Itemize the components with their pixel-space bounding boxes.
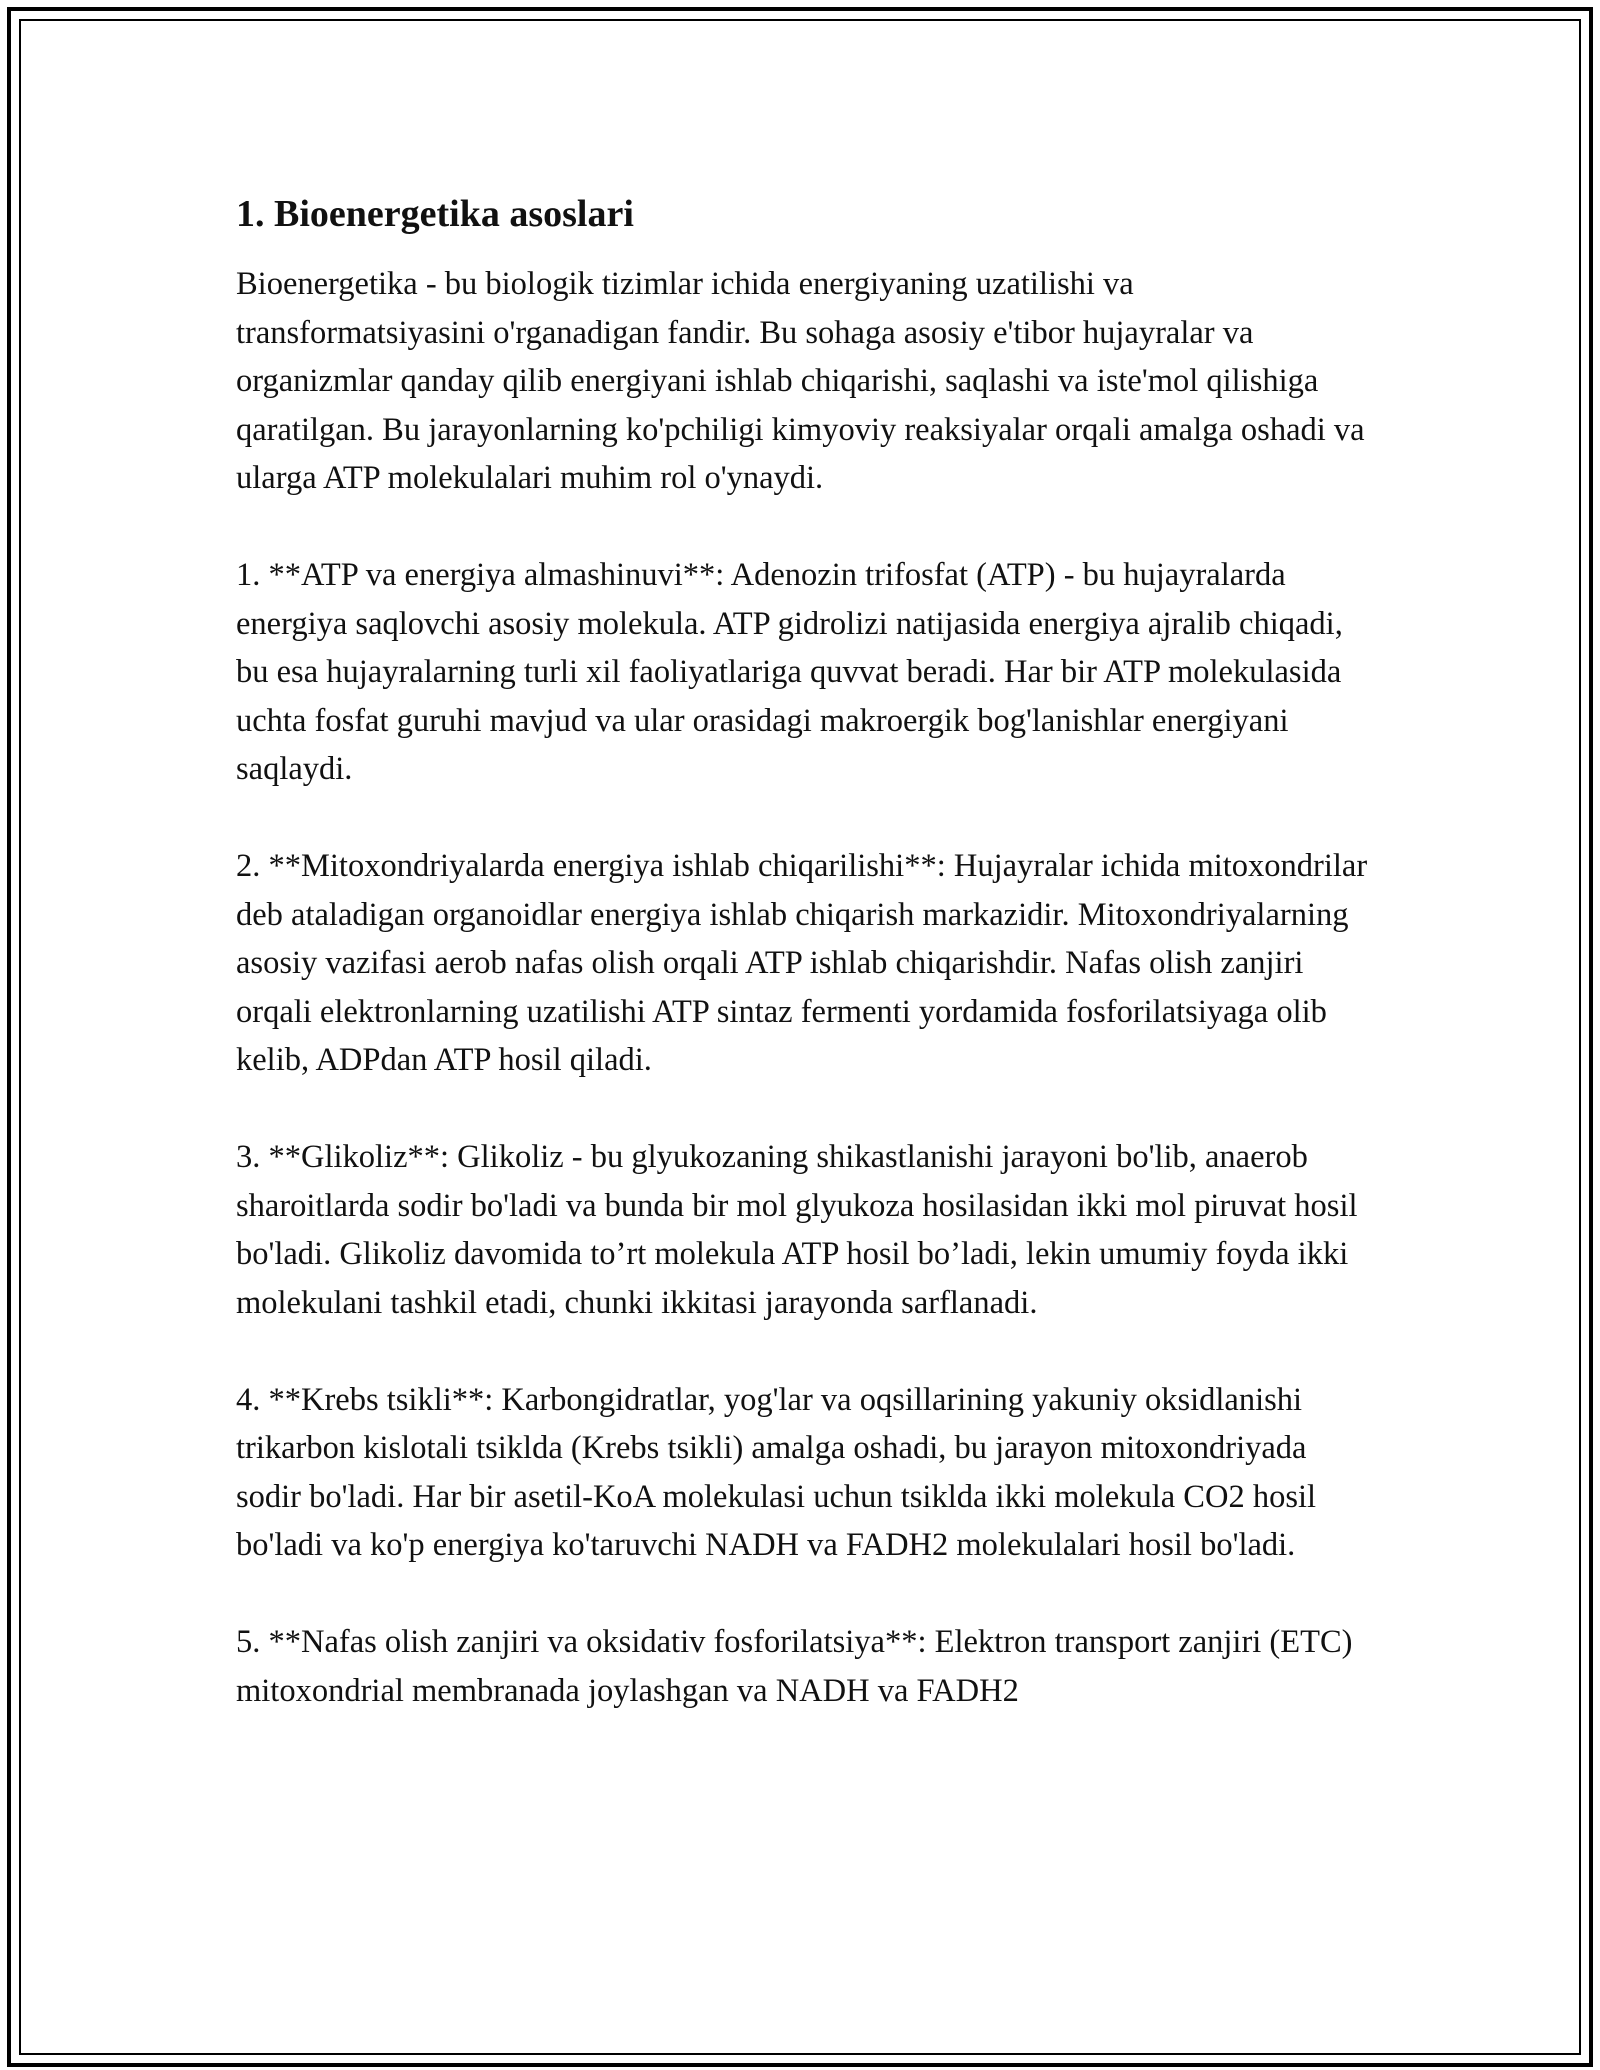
document-body <box>236 190 1376 1764</box>
intro-paragraph: Bioenergetika - bu biologik tizimlar ichida energiyaning uzatilishi va transformatsiyasini o'rganadigan fandir. Bu sohaga asosiy e'tibor hujayralar va organizmlar qanday qilib energiyani ishlab chiqarishi, saqlashi va iste'mol qilishiga qaratilgan. Bu jarayonlarning ko'pchiligi kimyoviy reaksiyalar orqali amalga oshadi va ularga ATP molekulalari muhim rol o'ynaydi. <box>236 266 1365 496</box>
section-mitochondria-paragraph: 2. **Mitoxondriyalarda energiya ishlab chiqarilishi**: Hujayralar ichida mitoxondrilar deb ataladigan organoidlar energiya ishlab chiqarish markazidir. Mitoxondriyalarning asosiy vazifasi aerob nafas olish orqali ATP ishlab chiqarishdir. Nafas olish zanjiri orqali elektronlarning uzatilishi ATP sintaz fermenti yordamida fosforilatsiyaga olib kelib, ADPdan ATP hosil qiladi. <box>236 848 1368 1078</box>
document-title: 1. Bioenergetika asoslari <box>236 193 634 235</box>
section-atp-paragraph: 1. **ATP va energiya almashinuvi**: Adenozin trifosfat (ATP) - bu hujayralarda energiya saqlovchi asosiy molekula. ATP gidrolizi natijasida energiya ajralib chiqadi, bu esa hujayralarning turli xil faoliyatlariga quvvat beradi. Har bir ATP molekulasida uchta fosfat guruhi mavjud va ular orasidagi makroergik bog'lanishlar energiyani saqlaydi. <box>236 557 1343 787</box>
section-respiratory-chain-paragraph: 5. **Nafas olish zanjiri va oksidativ fosforilatsiya**: Elektron transport zanjiri (ETC) mitoxondrial membranada joylashgan va NADH va FADH2 <box>236 1624 1353 1709</box>
section-krebs-paragraph: 4. **Krebs tsikli**: Karbongidratlar, yog'lar va oqsillarining yakuniy oksidlanishi trikarbon kislotali tsiklda (Krebs tsikli) amalga oshadi, bu jarayon mitoxondriyada sodir bo'ladi. Har bir asetil-KoA molekulasi uchun tsiklda ikki molekula CO2 hosil bo'ladi va ko'p energiya ko'taruvchi NADH va FADH2 molekulalari hosil bo'ladi. <box>236 1381 1317 1563</box>
section-glycolysis-paragraph: 3. **Glikoliz**: Glikoliz - bu glyukozaning shikastlanishi jarayoni bo'lib, anaerob sharoitlarda sodir bo'ladi va bunda bir mol glyukoza hosilasidan ikki mol piruvat hosil bo'ladi. Glikoliz davomida to’rt molekula ATP hosil bo’ladi, lekin umumiy foyda ikki molekulani tashkil etadi, chunki ikkitasi jarayonda sarflanadi. <box>236 1139 1358 1321</box>
